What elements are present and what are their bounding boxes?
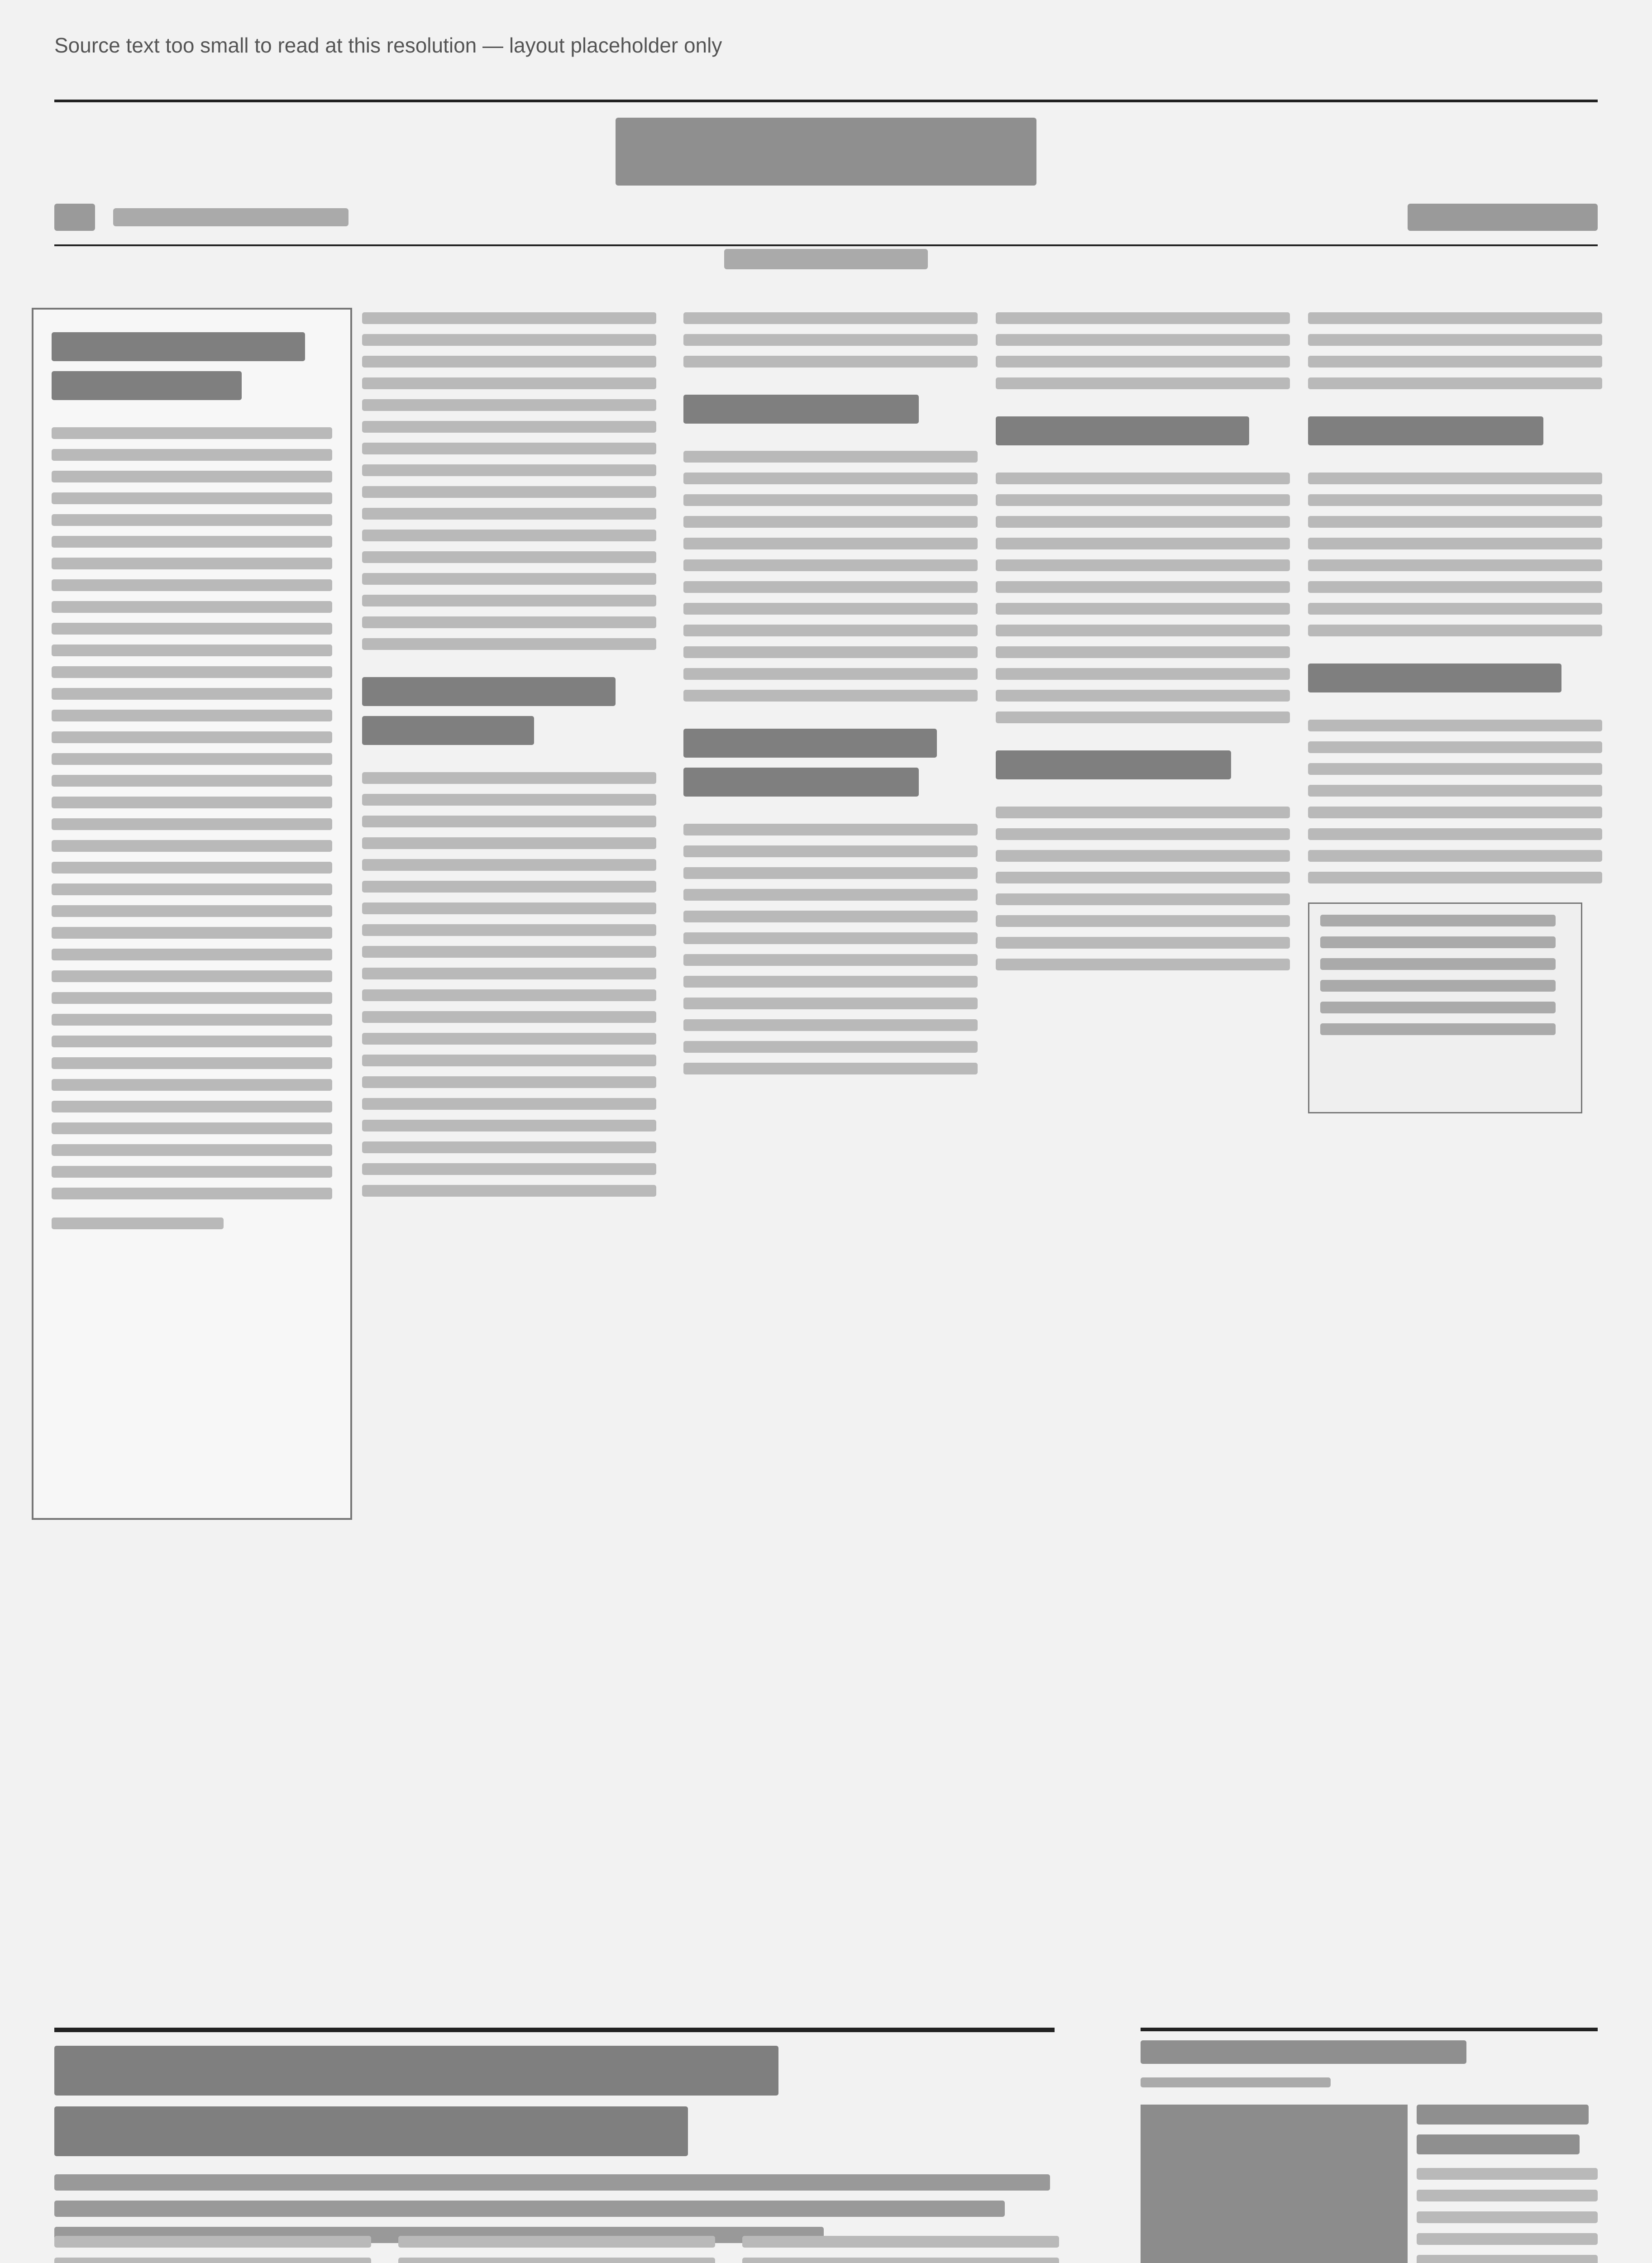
letters-column-2 [362,312,656,1521]
subsection-title [724,249,928,269]
letters-column-3 [683,312,978,1521]
newspaper-name [1408,204,1598,231]
letters-column-5 [1308,312,1602,1521]
section-title [616,118,1036,186]
date-line [113,208,349,226]
masthead [54,100,1598,272]
page-number [54,204,95,231]
letters-column-4 [996,312,1290,1521]
lower-article [54,2046,1077,2263]
editor-contact-box [1308,902,1582,1113]
featured-letter-box [32,308,352,1520]
archive-sidebar [1141,2028,1598,2263]
archive-photo [1141,2105,1408,2263]
placeholder-note: Source text too small to read at this resolution — layout placeholder only [54,33,722,57]
